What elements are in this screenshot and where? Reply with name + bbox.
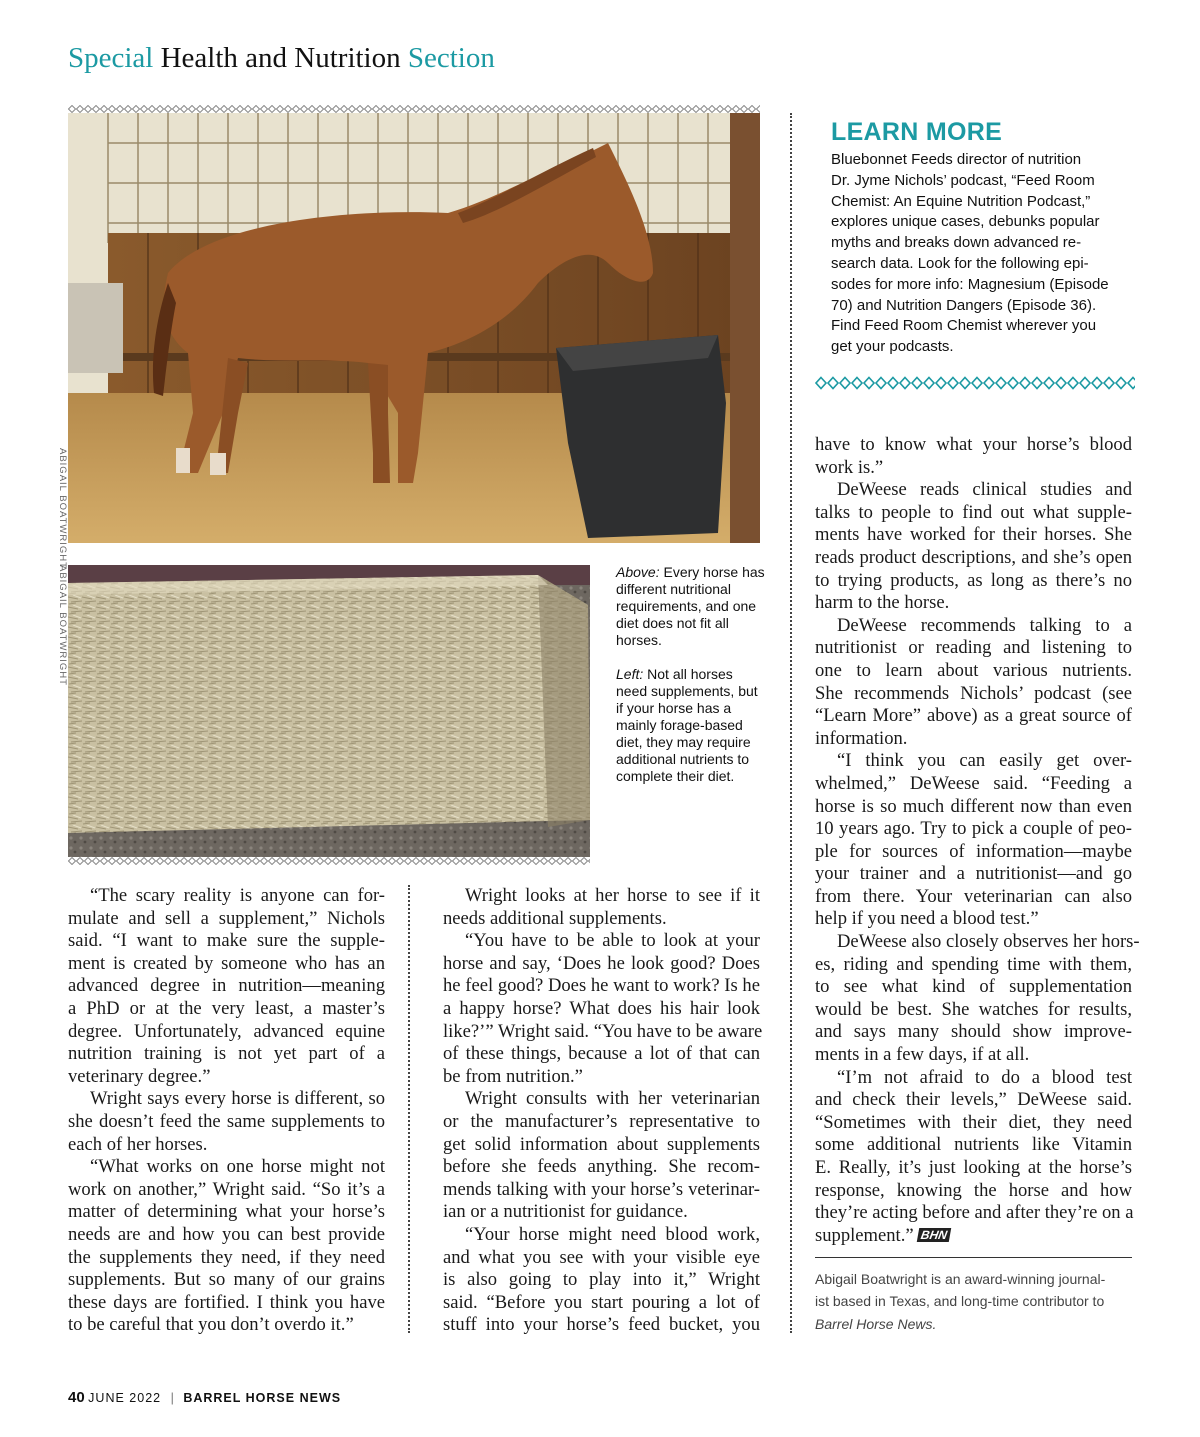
text-line: work is.”: [815, 456, 884, 478]
caption-left: [616, 666, 766, 785]
text-line: DeWeese recommends talking to a: [837, 614, 1132, 636]
text-line: would be best. She watches for results,: [815, 998, 1132, 1020]
section-title-word1: Special: [68, 42, 154, 74]
author-bio: [815, 1268, 1135, 1335]
text-line: response, knowing the horse and how: [815, 1179, 1132, 1201]
text-line: ments have worked for their horses. She: [815, 524, 1132, 546]
learn-more-title: LEARN MORE: [831, 118, 1003, 146]
text-line: “Learn More” above) as a great source of: [815, 705, 1132, 727]
text-line: nutrition training is not yet part of a: [68, 1043, 385, 1065]
text-line: whelmed,” DeWeese said. “Feeding a: [815, 772, 1132, 794]
text-line: talks to people to find out what supple-: [815, 501, 1132, 523]
caption-left-label: Left:: [616, 666, 644, 682]
text-line: DeWeese reads clinical studies and: [837, 479, 1132, 501]
text-line: 10 years ago. Try to pick a couple of peo-: [815, 818, 1132, 840]
section-title: [68, 40, 495, 76]
learn-more-line: get your podcasts.: [831, 338, 954, 356]
text-line: harm to the horse.: [815, 592, 950, 614]
author-bio-publication: Barrel Horse News.: [815, 1315, 937, 1332]
column-divider-2: [790, 113, 792, 1333]
column-divider-1: [408, 885, 410, 1333]
text-line: “The scary reality is anyone can for-: [90, 885, 385, 906]
text-line: needs additional supplements.: [443, 907, 667, 929]
hay-bale-photo: [68, 565, 590, 857]
text-line: like?’” Wright said. “You have to be aware: [443, 1020, 763, 1042]
text-line: Wright looks at her horse to see if it: [465, 885, 760, 906]
bhn-end-mark: BHN: [916, 1228, 950, 1242]
text-line: stuff into your horse’s feed bucket, you: [443, 1314, 760, 1336]
text-line: “What works on one horse might not: [90, 1156, 385, 1178]
text-line: “I’m not afraid to do a blood test: [837, 1066, 1132, 1088]
text-line: the supplements they need, if they need: [68, 1246, 385, 1268]
text-line: “You have to be able to look at your: [465, 930, 760, 952]
text-line: of these things, because a lot of that can: [443, 1043, 760, 1065]
text-line: or the manufacturer’s representative to: [443, 1110, 760, 1132]
text-line: and what you see with your visible eye: [443, 1246, 760, 1268]
photo-captions: [616, 564, 766, 802]
text-line: She recommends Nichols’ podcast (see: [815, 682, 1132, 704]
learn-more-line: search data. Look for the following epi-: [831, 254, 1089, 272]
learn-more-line: Bluebonnet Feeds director of nutrition: [831, 151, 1082, 168]
text-line: matter of determining what your horse’s: [68, 1201, 385, 1223]
learn-more-body: [831, 150, 1131, 358]
hay-photo-credit: ABIGAIL BOATWRIGHT: [57, 565, 68, 686]
text-line: mends talking with your horse’s veterinar-: [443, 1178, 760, 1200]
text-line: nutritionist or reading and listening to: [815, 637, 1132, 659]
article-column-1: [68, 885, 385, 1337]
caption-left-text: Not all horses need supplements, but if your horse has a mainly forage-based diet, they may require additional nutrients to complete their diet.: [616, 666, 758, 784]
text-line: DeWeese also closely observes her hors-: [837, 931, 1140, 953]
text-line: horse and say, ‘Does he look good? Does: [443, 952, 760, 974]
learn-more-line: Dr. Jyme Nichols’ podcast, “Feed Room: [831, 171, 1095, 189]
text-line: reads product descriptions, and she’s open: [815, 546, 1132, 568]
text-line: [815, 1225, 1132, 1248]
author-bio-line2: ist based in Texas, and long-time contributor to: [815, 1293, 1105, 1310]
text-line: Wright says every horse is different, so: [90, 1088, 385, 1110]
text-line: from there. Your veterinarian can also: [815, 885, 1132, 907]
text-line: ple for sources of information—maybe: [815, 840, 1132, 862]
text-line: supplements. But so many of our grains: [68, 1269, 385, 1291]
text-line: a PhD or at the very least, a master’s: [68, 997, 385, 1019]
text-line: be from nutrition.”: [443, 1065, 583, 1087]
text-line: “I think you can easily get over-: [837, 750, 1132, 772]
footer-separator: |: [170, 1391, 174, 1405]
text-line: ian or a nutritionist for guidance.: [443, 1201, 688, 1223]
text-line: before she feeds anything. She recom-: [443, 1156, 760, 1178]
text-line: said. “Before you start pouring a lot of: [443, 1291, 760, 1313]
page-number: 40: [68, 1389, 85, 1406]
text-line: ments in a few days, if at all.: [815, 1044, 1030, 1066]
text-line: some additional nutrients like Vitamin: [815, 1134, 1132, 1156]
learn-more-line: explores unique cases, debunks popular: [831, 213, 1100, 231]
text-line: needs are and how you can best provide: [68, 1223, 385, 1245]
hay-diamond-border: [68, 857, 590, 865]
text-line: have to know what your horse’s blood: [815, 434, 1132, 455]
text-line: one to learn about various nutrients.: [815, 659, 1132, 681]
article-column-2: [443, 885, 763, 1337]
text-line: degree. Unfortunately, advanced equine: [68, 1020, 385, 1042]
text-line: help if you need a blood test.”: [815, 908, 1039, 930]
text-line: to see what kind of supplementation: [815, 976, 1132, 998]
horse-photo: [68, 113, 760, 543]
text-line: horse is so much different now than even: [815, 795, 1132, 817]
learn-more-diamond-divider: [815, 376, 1135, 390]
magazine-name: BARREL HORSE NEWS: [183, 1391, 342, 1405]
learn-more-line: Chemist: An Equine Nutrition Podcast,”: [831, 192, 1091, 210]
text-line: a happy horse? What does his hair look: [443, 997, 760, 1019]
text-line: he feel good? Does he want to work? Is he: [443, 975, 760, 997]
photo-diamond-border: [68, 105, 760, 113]
bio-rule: [815, 1257, 1132, 1258]
caption-above-text: Every horse has different nutritional requirements, and one diet does not fit all horses.: [616, 564, 765, 648]
section-title-word3: Section: [407, 42, 495, 74]
section-title-word2: Health and Nutrition: [160, 42, 401, 74]
text-line: information.: [815, 727, 908, 749]
text-line: these days are fortified. I think you have: [68, 1291, 385, 1313]
text-line: E. Really, it’s just looking at the horse’s: [815, 1157, 1132, 1178]
text-line: to trying products, as long as there’s no: [815, 569, 1132, 591]
text-line: “Your horse might need blood work,: [465, 1223, 760, 1245]
text-line: get solid information about supplements: [443, 1133, 760, 1155]
author-bio-line1: Abigail Boatwright is an award-winning journal-: [815, 1271, 1106, 1287]
learn-more-line: 70) and Nutrition Dangers (Episode 36).: [831, 296, 1097, 314]
text-line: advanced degree in nutrition—meaning: [68, 975, 385, 997]
caption-above: [616, 564, 766, 649]
article-column-3: [815, 434, 1140, 1247]
text-line: Wright consults with her veterinarian: [465, 1088, 760, 1110]
text-line: is also going to play into it,” Wright: [443, 1269, 760, 1291]
text-line: each of her horses.: [68, 1133, 208, 1155]
text-line: said. “I want to make sure the supple-: [68, 930, 385, 952]
text-line: work on another,” Wright said. “So it’s a: [68, 1178, 385, 1200]
horse-photo-credit: ABIGAIL BOATWRIGHT: [57, 448, 68, 569]
issue-date: JUNE 2022: [88, 1391, 162, 1405]
last-line-text: supplement.”: [815, 1224, 914, 1246]
text-line: “Sometimes with their diet, they need: [815, 1111, 1132, 1133]
text-line: they’re acting before and after they’re on a: [815, 1202, 1134, 1224]
caption-above-label: Above:: [616, 564, 660, 580]
text-line: she doesn’t feed the same supplements to: [68, 1110, 385, 1132]
text-line: and check their levels,” DeWeese said.: [815, 1089, 1132, 1111]
page-footer: [68, 1389, 341, 1406]
learn-more-line: sodes for more info: Magnesium (Episode: [831, 275, 1109, 293]
text-line: to be careful that you don’t overdo it.”: [68, 1314, 354, 1336]
text-line: es, riding and spending time with them,: [815, 953, 1132, 975]
text-line: mulate and sell a supplement,” Nichols: [68, 907, 385, 929]
learn-more-line: Find Feed Room Chemist wherever you: [831, 317, 1097, 335]
text-line: your trainer and a nutritionist—and go: [815, 863, 1132, 885]
learn-more-line: myths and breaks down advanced re-: [831, 234, 1082, 252]
text-line: and says many should show improve-: [815, 1021, 1132, 1043]
text-line: veterinary degree.”: [68, 1065, 211, 1087]
text-line: ment is created by someone who has an: [68, 952, 385, 974]
